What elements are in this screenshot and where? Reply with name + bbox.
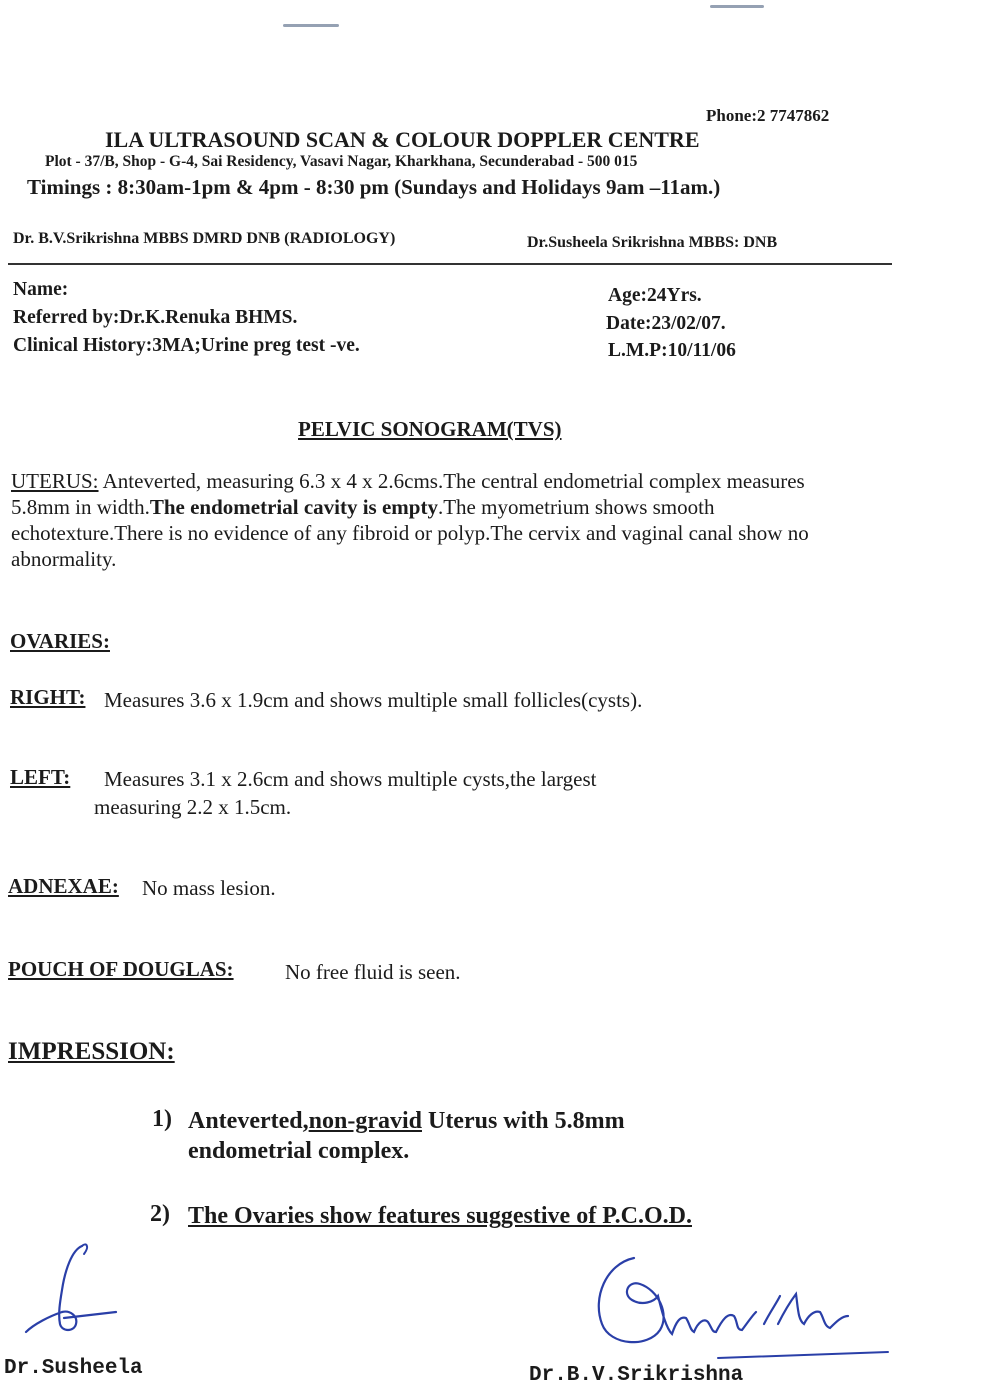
uterus-text-1: Anteverted, measuring 6.3 x 4 x 2.6cms.The central endometrial complex measures 5.8mm in width. [11,469,805,519]
right-ovary-text: Measures 3.6 x 1.9cm and shows multiple small follicles(cysts). [104,688,643,712]
left-ovary-heading: LEFT: [10,765,71,789]
uterus-text-bold: The endometrial cavity is empty [149,495,438,519]
left-ovary-text-2: measuring 2.2 x 1.5cm. [94,795,292,819]
impression-item1-line2: endometrial complex. [188,1138,410,1164]
ovaries-heading: OVARIES: [10,629,110,653]
scan-mark-right [710,5,764,8]
signature-susheela [20,1240,130,1345]
impression-item2-text: The Ovaries show features suggestive of P.C.O.D. [188,1203,692,1229]
right-ovary-heading: RIGHT: [10,685,86,709]
report-title: PELVIC SONOGRAM(TVS) [298,417,562,441]
header-divider [8,263,892,265]
uterus-text-2: .The myometrium shows smooth echotexture.There is no evidence of any fibroid or polyp.The cervix and vaginal canal show no abnormality. [11,495,809,571]
patient-name-label: Name: [13,279,69,300]
centre-name: ILA ULTRASOUND SCAN & COLOUR DOPPLER CENTRE [105,127,700,152]
uterus-heading: UTERUS: [11,469,99,493]
report-date: Date:23/02/07. [606,313,726,334]
pouch-text: No free fluid is seen. [285,960,461,984]
impression-item2-number: 2) [150,1201,170,1227]
impression-item1-c: Uterus with 5.8mm [421,1108,625,1134]
impression-item1-number: 1) [152,1106,172,1132]
doctor-left-credentials: Dr. B.V.Srikrishna MBBS DMRD DNB (RADIOLOGY) [13,230,396,247]
scan-mark-left [283,24,339,27]
left-ovary-text-1: Measures 3.1 x 2.6cm and shows multiple cysts,the largest [104,767,597,791]
pouch-heading: POUCH OF DOUGLAS: [8,957,234,981]
impression-item1-b: non-gravid [308,1108,422,1134]
signature-srikrishna [588,1250,898,1370]
signature-right-name: Dr.B.V.Srikrishna [529,1364,744,1387]
signature-left-name: Dr.Susheela [4,1357,143,1380]
clinical-history: Clinical History:3MA;Urine preg test -ve. [13,335,360,356]
impression-item1-a: Anteverted, [188,1108,309,1134]
uterus-paragraph [11,468,851,572]
patient-age: Age:24Yrs. [608,285,702,306]
centre-timings: Timings : 8:30am-1pm & 4pm - 8:30 pm (Sundays and Holidays 9am –11am.) [27,175,721,199]
doctor-right-credentials: Dr.Susheela Srikrishna MBBS: DNB [527,234,778,251]
impression-heading: IMPRESSION: [8,1038,175,1065]
impression-item1-line1 [188,1108,625,1135]
phone-number: Phone:2 7747862 [706,106,830,125]
referred-by: Referred by:Dr.K.Renuka BHMS. [13,307,298,328]
lmp-date: L.M.P:10/11/06 [608,340,736,361]
adnexae-heading: ADNEXAE: [8,874,119,898]
adnexae-text: No mass lesion. [142,876,276,900]
centre-address: Plot - 37/B, Shop - G-4, Sai Residency, Vasavi Nagar, Kharkhana, Secunderabad - 500 015 [45,153,638,170]
